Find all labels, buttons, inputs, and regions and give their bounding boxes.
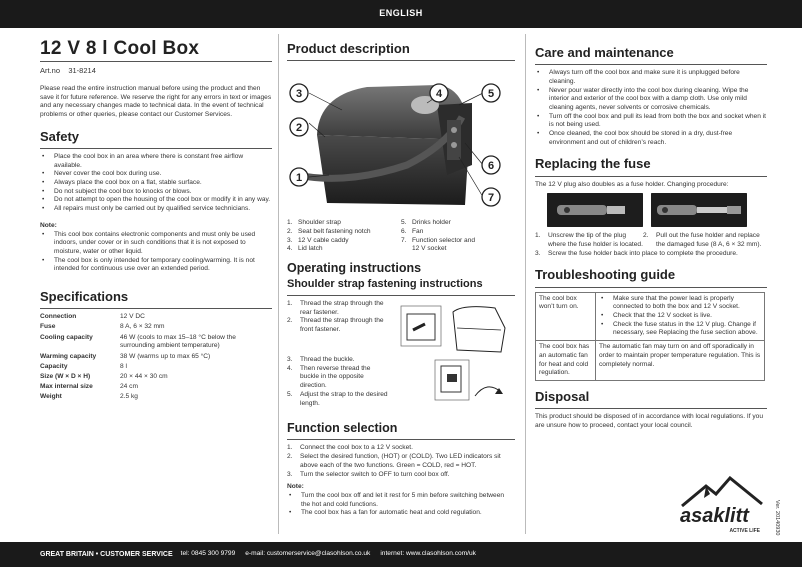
table-row <box>536 341 765 381</box>
column-right <box>535 34 767 437</box>
list-item: • Always turn off the cool box and make sure it is unplugged before cleaning. <box>535 69 767 86</box>
column-middle <box>287 34 515 518</box>
callout-2: 2 <box>295 122 303 135</box>
brand-tagline: ACTIVE LIFE <box>729 527 760 534</box>
disposal-heading: Disposal <box>535 388 590 404</box>
list-item: 2. Select the desired function, (HOT) or (COLD). Two LED indicators sit above each of the two functions. Green = COLD, red = HOT. <box>287 453 501 469</box>
spec-key: Capacity <box>40 362 68 370</box>
callout-4: 4 <box>435 88 443 101</box>
callout-1: 1 <box>295 172 303 185</box>
part-item: 4. Lid latch <box>287 245 323 253</box>
list-item: • Never pour water directly into the cool box during cleaning. Wipe the interior and exterior of the cool box with a damp cloth. Use only mild cleaning agents, never solvents or corrosive chemicals. <box>535 87 767 113</box>
care-heading: Care and maintenance <box>535 45 674 60</box>
callout-5: 5 <box>487 88 495 101</box>
intro-text: Please read the entire instruction manual before using the product and then save it for future reference. We reserve the right for any errors in text or images and any necessary changes made to technical data. In the event of technical problems or other queries, please contact our Customer Services. <box>40 84 272 119</box>
footer-website[interactable]: internet: www.clasohlson.com/uk <box>380 550 476 558</box>
spec-value: 20 × 44 × 30 cm <box>120 372 168 380</box>
strap-steps-a <box>287 300 391 335</box>
function-steps <box>287 444 515 479</box>
spec-value: 8 A, 6 × 32 mm <box>120 323 165 331</box>
function-notes <box>287 492 515 518</box>
list-item: • The cool box has a fan for automatic heat and cold regulation. <box>287 509 515 518</box>
product-heading: Product description <box>287 41 410 56</box>
problem-cell: The cool box has an automatic fan for heat and cold regulation. <box>536 341 596 381</box>
section-rule <box>40 308 272 309</box>
section-rule <box>535 176 767 177</box>
version-label: Ver. 20140930 <box>774 500 780 536</box>
strap-steps-b <box>287 356 391 408</box>
spec-key: Connection <box>40 313 77 321</box>
fuse-heading: Replacing the fuse <box>535 156 651 172</box>
operating-heading: Operating instructions <box>287 260 422 275</box>
spec-key: Fuse <box>40 323 56 331</box>
footer-bar <box>0 542 802 567</box>
table-row <box>536 292 765 341</box>
language-label: ENGLISH <box>379 8 423 19</box>
part-item: 3. 12 V cable caddy <box>287 236 349 244</box>
section-rule <box>287 60 515 61</box>
parts-list <box>287 219 515 254</box>
part-item: 5. Drinks holder <box>401 219 451 227</box>
spec-value: 38 W (warms up to max 65 °C) <box>120 352 211 360</box>
spec-key: Cooling capacity <box>40 333 93 341</box>
spec-value: 12 V DC <box>120 313 145 321</box>
list-item: 1. Thread the strap through the rear fastener. <box>287 299 384 316</box>
solution-cell <box>596 292 765 341</box>
part-item: 1. Shoulder strap <box>287 219 341 227</box>
list-item: • Turn the cool box off and let it rest for 5 min before switching between the hot and cold functions. <box>287 492 515 509</box>
spec-row <box>40 353 272 362</box>
column-divider <box>525 34 526 534</box>
article-number: Art.no 31-8214 <box>40 66 96 76</box>
spec-value: 2.5 kg <box>120 393 138 401</box>
care-list <box>535 69 767 147</box>
part-item: 6. Fan <box>401 227 424 235</box>
disposal-text: This product should be disposed of in accordance with local regulations. If you are unsure how to proceed, contact your local council. <box>535 413 763 429</box>
list-item: • The cool box is only intended for temporary cooling/warming. It is not intended for continuous use over an extended period. <box>40 257 272 274</box>
strap-heading: Shoulder strap fastening instructions <box>287 278 483 291</box>
section-rule <box>535 287 767 288</box>
parts-column <box>401 219 515 254</box>
list-item: 2. Pull out the fuse holder and replace the damaged fuse (8 A, 6 × 32 mm). <box>643 232 762 249</box>
list-item: • Turn off the cool box and pull its lead from both the box and socket when it is not being used. <box>535 113 767 130</box>
list-item: • Always place the cool box on a flat, stable surface. <box>40 179 272 188</box>
list-item: • Once cleaned, the cool box should be stored in a dry, dust-free environment and out of children’s reach. <box>535 130 767 147</box>
strap-instructions <box>287 300 515 420</box>
section-rule <box>287 439 515 440</box>
list-item: 3. Turn the selector switch to OFF to turn cool box off. <box>287 470 450 478</box>
list-item: • Check that the 12 V socket is live. <box>599 312 761 321</box>
solution-cell: The automatic fan may turn on and off sporadically in order to maintain proper temperature regulation. This is completely normal. <box>596 341 765 381</box>
spec-key: Max internal size <box>40 383 93 391</box>
problem-cell: The cool box won’t turn on. <box>536 292 596 341</box>
brand-name: asaklitt <box>680 505 749 527</box>
section-rule <box>535 64 767 65</box>
note-label: Note: <box>287 483 304 491</box>
column-divider <box>278 34 279 534</box>
specs-heading: Specifications <box>40 289 129 305</box>
part-item: 2. Seat belt fastening notch <box>287 227 371 235</box>
spec-key: Warming capacity <box>40 352 97 360</box>
spec-key: Weight <box>40 393 62 401</box>
parts-column <box>287 219 401 254</box>
list-item: • Do not subject the cool box to knocks or blows. <box>40 188 272 197</box>
list-item: • Make sure that the power lead is properly connected to both the box and 12 V socket. <box>599 295 761 312</box>
list-item: 1. Unscrew the tip of the plug where the fuse holder is located. <box>535 232 643 249</box>
list-item: 3. Screw the fuse holder back into place to complete the procedure. <box>535 249 738 257</box>
list-item: 4. Then reverse thread the buckle in the opposite direction. <box>287 364 371 390</box>
page-title: 12 V 8 l Cool Box <box>40 38 200 59</box>
cool-box-illustration <box>287 65 513 215</box>
spec-row <box>40 383 272 392</box>
specs-table <box>40 313 272 402</box>
section-rule <box>287 295 515 296</box>
footer-phone: tel: 0845 300 9799 <box>180 550 236 558</box>
spec-row <box>40 313 272 322</box>
spec-value: 24 cm <box>120 383 138 391</box>
list-item: 5. Adjust the strap to the desired length. <box>287 390 388 407</box>
part-item: 7. Function selector and <box>401 236 476 244</box>
spec-row <box>40 334 272 351</box>
list-item: • Check the fuse status in the 12 V plug. Change if necessary, see Replacing the fuse section above. <box>599 321 761 338</box>
list-item: 1. Connect the cool box to a 12 V socket. <box>287 444 413 452</box>
safety-heading: Safety <box>40 128 80 144</box>
trouble-heading: Troubleshooting guide <box>535 267 676 283</box>
callout-6: 6 <box>487 160 495 173</box>
list-item: 3. Thread the buckle. <box>287 355 355 363</box>
spec-key: Size (W × D × H) <box>40 372 91 380</box>
spec-value: 8 l <box>120 362 127 370</box>
spec-row <box>40 323 272 332</box>
troubleshooting-table <box>535 292 765 381</box>
mountain-icon <box>680 476 764 528</box>
fuse-photo-2 <box>651 193 747 227</box>
spec-value: 46 W (cools to max 15–18 °C below the surrounding ambient temperature) <box>120 333 236 350</box>
fuse-photo-1 <box>547 193 643 227</box>
column-left <box>40 34 272 404</box>
spec-row <box>40 363 272 372</box>
callout-3: 3 <box>295 88 303 101</box>
section-rule <box>535 408 767 409</box>
list-item: • All repairs must only be carried out by qualified service technicians. <box>40 205 272 214</box>
footer-email[interactable]: e-mail: customerservice@clasohlson.co.uk <box>245 550 371 558</box>
note-label: Note: <box>40 221 57 229</box>
language-bar <box>0 0 802 28</box>
title-rule <box>40 61 272 62</box>
safety-list <box>40 153 272 214</box>
footer-label: GREAT BRITAIN • CUSTOMER SERVICE <box>40 550 173 558</box>
list-item: • Place the cool box in an area where there is constant free airflow available. <box>40 153 272 170</box>
safety-notes <box>40 231 272 275</box>
list-item: 2. Thread the strap through the front fastener. <box>287 317 384 334</box>
spec-row <box>40 393 272 402</box>
fuse-intro: The 12 V plug also doubles as a fuse holder. Changing procedure: <box>535 180 729 188</box>
function-heading: Function selection <box>287 420 398 435</box>
list-item: • This cool box contains electronic components and must only be used indoors, under cover or in such conditions that it is not exposed to moisture, water or other liquid. <box>40 231 272 257</box>
spec-row <box>40 373 272 382</box>
list-item: • Never cover the cool box during use. <box>40 170 272 179</box>
part-item: 12 V socket <box>401 245 447 253</box>
section-rule <box>40 148 272 149</box>
strap-illustration <box>395 300 513 418</box>
fuse-images <box>547 193 767 227</box>
callout-7: 7 <box>487 192 495 205</box>
brand-logo <box>680 476 764 534</box>
fuse-steps <box>535 232 767 249</box>
list-item: • Do not attempt to open the housing of the cool box or modify it in any way. <box>40 196 272 205</box>
